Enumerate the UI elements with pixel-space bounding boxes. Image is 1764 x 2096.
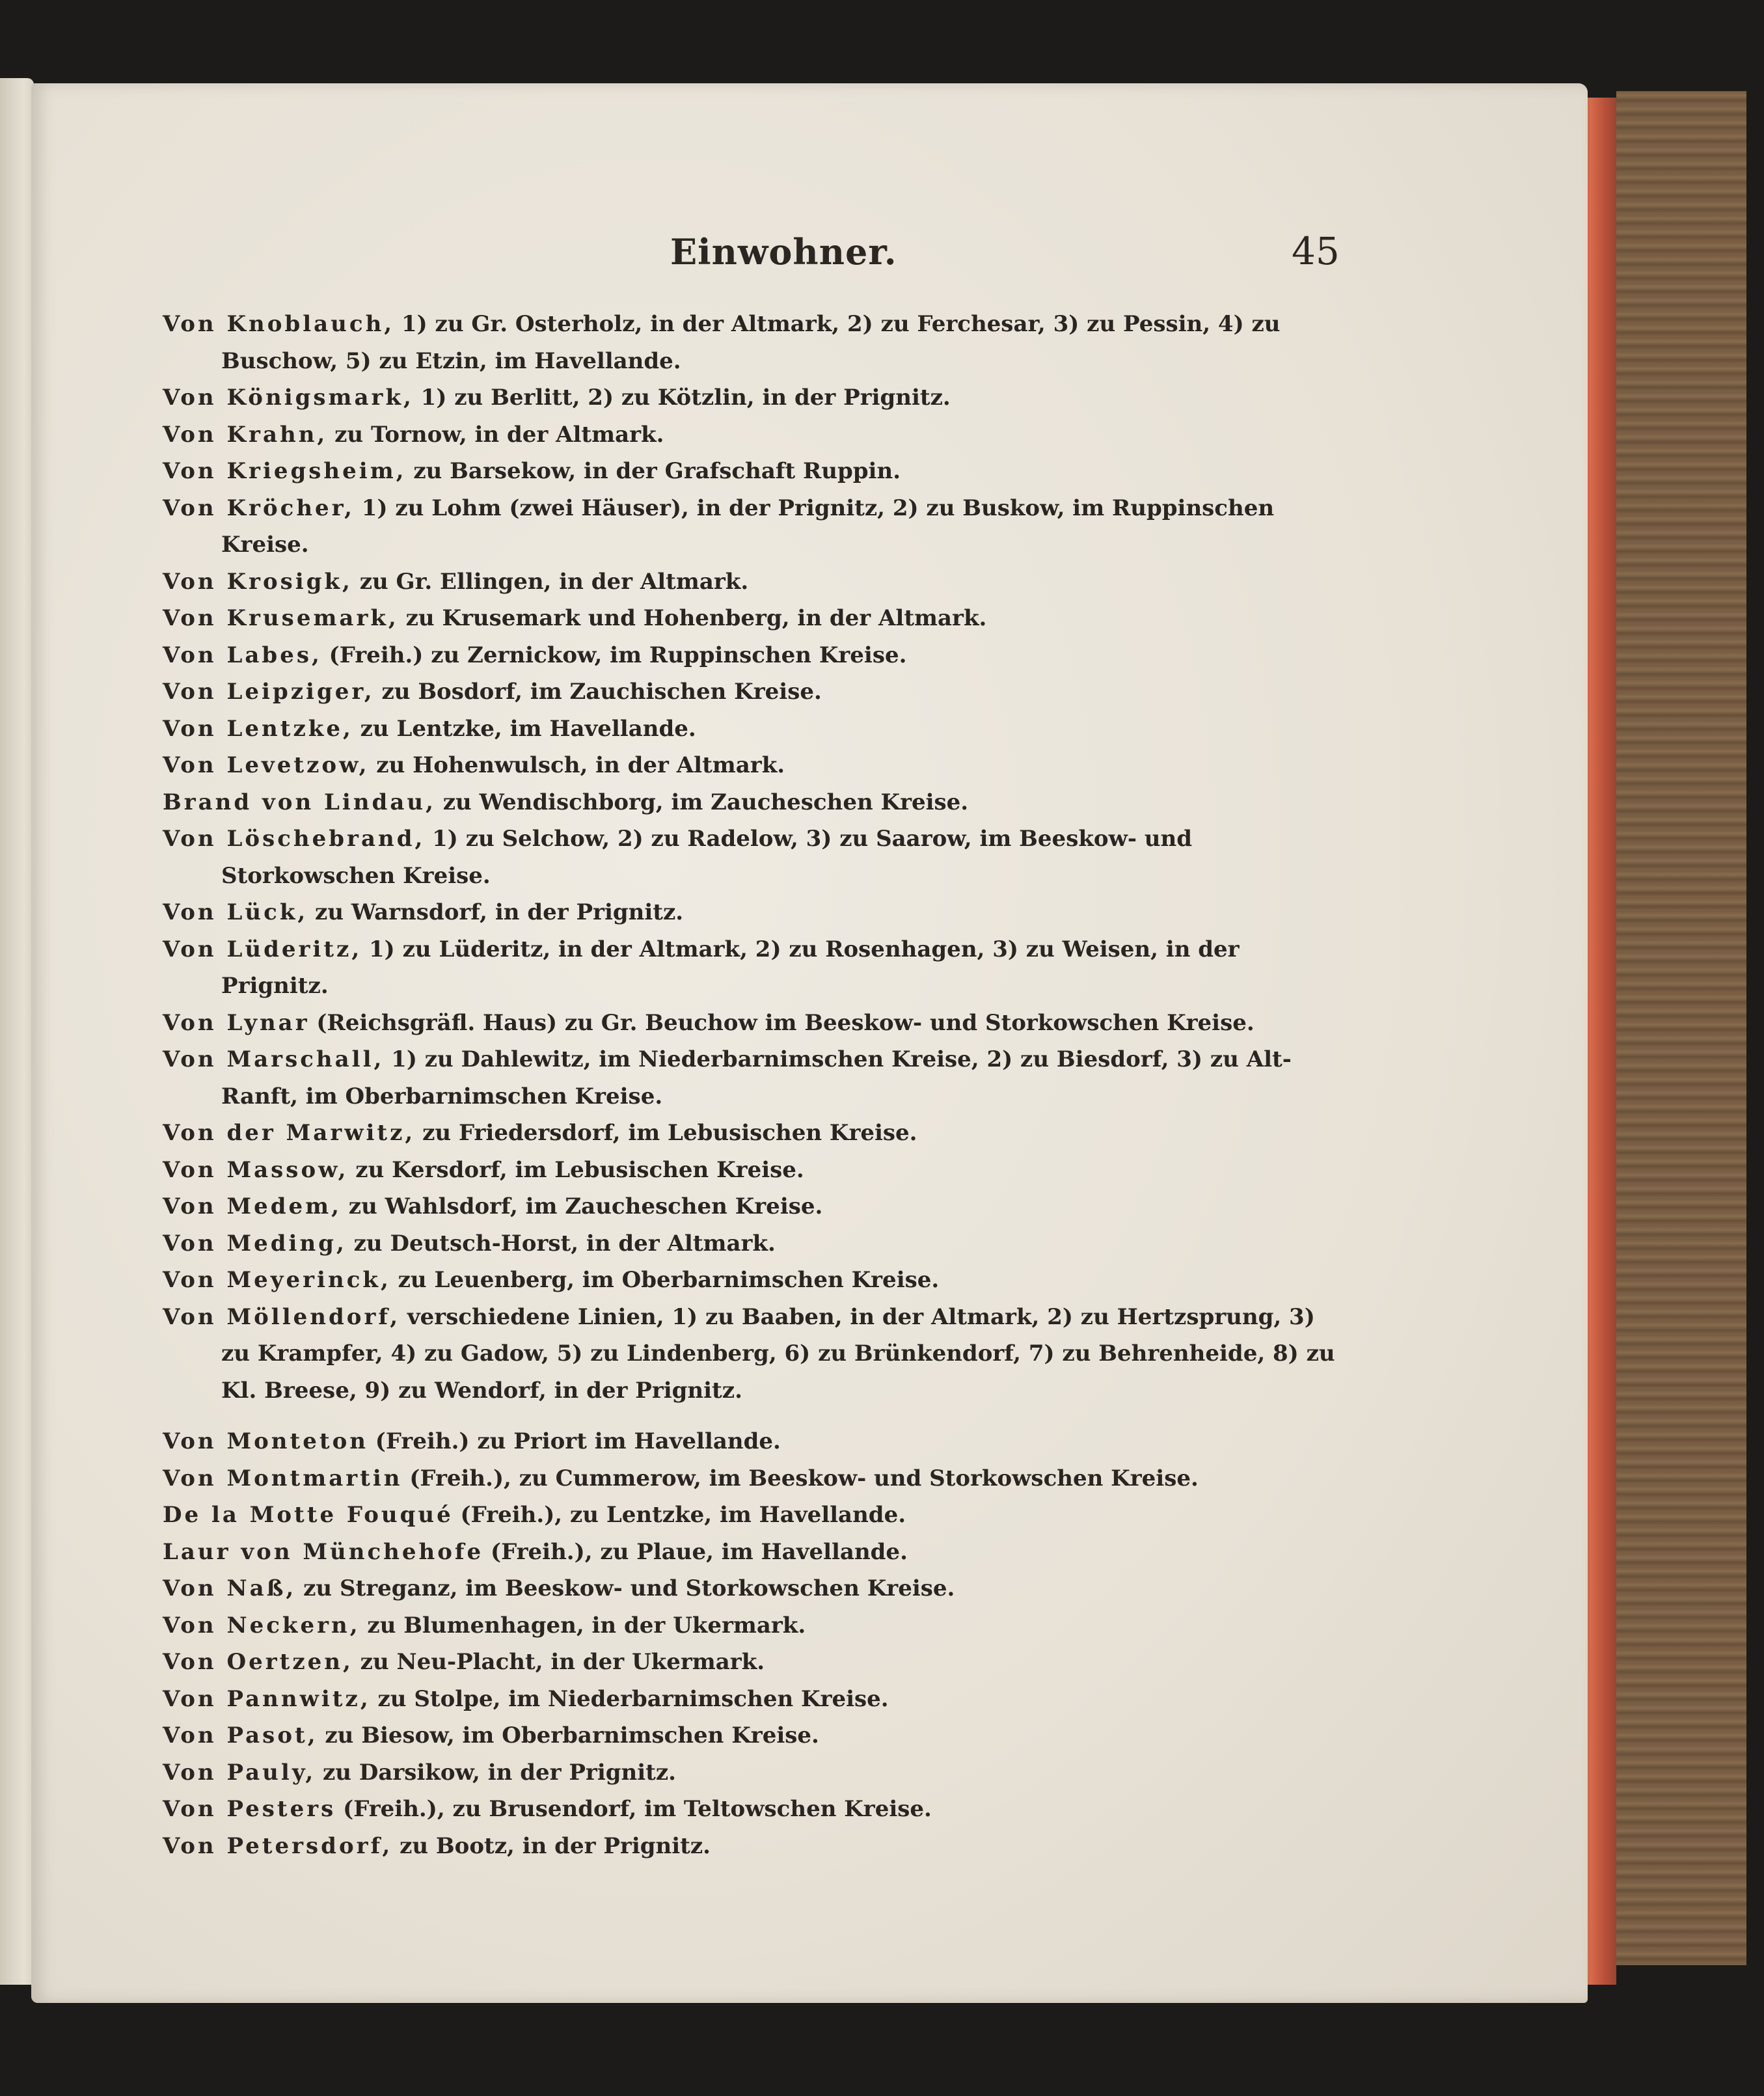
entry-meyerinck (163, 1262, 1340, 1299)
entry-family: Brand von Lindau, (163, 789, 436, 815)
entry-krahn (163, 416, 1340, 454)
entry-family: Von Knoblauch, (163, 311, 395, 337)
entry-kroecher (163, 490, 1340, 564)
book-cover-edge (1616, 91, 1746, 1965)
entry-family: Von Pauly, (163, 1759, 316, 1786)
page-number: 45 (1292, 229, 1340, 273)
entry-family: Von Königsmark, (163, 385, 414, 411)
entry-family: Von Leipziger, (163, 679, 375, 705)
entry-lindau (163, 784, 1340, 821)
entry-family: Von Marschall, (163, 1046, 385, 1072)
entry-pannwitz (163, 1681, 1340, 1718)
entry-details: (Freih.), zu Brusendorf, im Teltowschen Kreise. (343, 1796, 932, 1822)
entry-petersdorf (163, 1828, 1340, 1865)
entry-family: Von Möllendorf, (163, 1303, 401, 1330)
entry-details: 1) zu Lohm (zwei Häuser), in der Prignitz, 2) zu Buskow, im Ruppinschen Kreise. (221, 495, 1275, 558)
entry-family: Von Oertzen, (163, 1649, 353, 1675)
entry-family: Von Krusemark, (163, 605, 399, 631)
entry-knoblauch (163, 306, 1340, 379)
entry-montmartin (163, 1460, 1340, 1497)
entry-leipziger (163, 674, 1340, 711)
entry-details: zu Krusemark und Hohenberg, in der Altmark. (405, 605, 987, 631)
entry-details: 1) zu Selchow, 2) zu Radelow, 3) zu Saarow, im Beeskow- und Storkowschen Kreise. (221, 826, 1192, 889)
entry-family: Von Meding, (163, 1230, 347, 1257)
entry-monteton (163, 1423, 1340, 1460)
entry-lentzke (163, 711, 1340, 748)
entry-family: Von Löschebrand, (163, 826, 426, 852)
entry-details: zu Friedersdorf, im Lebusischen Kreise. (422, 1120, 917, 1146)
entry-family: Von Kröcher, (163, 495, 355, 521)
entry-details: zu Blumenhagen, in der Ukermark. (367, 1612, 806, 1639)
entry-family: Von Meyerinck, (163, 1267, 391, 1293)
entry-family: Von Krosigk, (163, 568, 353, 595)
entry-details: zu Lentzke, im Havellande. (360, 715, 696, 742)
entry-details: zu Neu-Placht, in der Ukermark. (360, 1649, 765, 1675)
entry-details: zu Deutsch-Horst, in der Altmark. (353, 1230, 776, 1257)
entry-family: Von Medem, (163, 1193, 342, 1219)
entry-family: Von Petersdorf, (163, 1832, 393, 1859)
entry-family: Von Naß, (163, 1575, 297, 1601)
entry-family: Von Krahn, (163, 421, 328, 448)
entry-krusemark (163, 600, 1340, 637)
entry-details: zu Wahlsdorf, im Zaucheschen Kreise. (348, 1193, 823, 1219)
entry-lynar (163, 1005, 1340, 1042)
entry-family: De la Motte Fouqué (163, 1502, 454, 1528)
entry-krosigk (163, 564, 1340, 601)
entry-details: 1) zu Gr. Osterholz, in der Altmark, 2) zu Ferchesar, 3) zu Pessin, 4) zu Buschow, 5) zu Etzin, im Havellande. (221, 311, 1281, 374)
entry-details: zu Bosdorf, im Zauchischen Kreise. (381, 679, 822, 705)
entry-details: 1) zu Dahlewitz, im Niederbarnimschen Kreise, 2) zu Biesdorf, 3) zu Alt-Ranft, im Oberbarnimschen Kreise. (221, 1046, 1292, 1109)
entry-medem (163, 1188, 1340, 1225)
entry-details: zu Hohenwulsch, in der Altmark. (376, 752, 785, 778)
entry-family: Von Pesters (163, 1796, 336, 1822)
entry-details: zu Tornow, in der Altmark. (334, 421, 664, 448)
entry-details: zu Barsekow, in der Grafschaft Ruppin. (413, 458, 901, 484)
entry-family: Von Neckern, (163, 1612, 360, 1639)
entry-moellendorf (163, 1299, 1340, 1409)
entry-details: zu Biesow, im Oberbarnimschen Kreise. (325, 1722, 819, 1749)
entry-details: zu Kersdorf, im Lebusischen Kreise. (355, 1156, 804, 1183)
entry-neckern (163, 1607, 1340, 1644)
entry-details: zu Gr. Ellingen, in der Altmark. (359, 568, 749, 595)
entry-details: zu Stolpe, im Niederbarnimschen Kreise. (377, 1685, 889, 1712)
entry-pesters (163, 1791, 1340, 1828)
entry-lueck (163, 894, 1340, 931)
entry-details: verschiedene Linien, 1) zu Baaben, in der Altmark, 2) zu Hertzsprung, 3) zu Krampfer, 4) zu Gadow, 5) zu Lindenberg, 6) zu Brünkendorf, 7) zu Behrenheide, 8) zu Kl. Breese, 9) zu Wendorf, in der Prignitz. (221, 1303, 1335, 1404)
entry-motte-fouque (163, 1497, 1340, 1534)
entry-massow (163, 1152, 1340, 1189)
entry-family: Von Massow, (163, 1156, 349, 1183)
entry-details: zu Warnsdorf, in der Prignitz. (315, 899, 684, 925)
entry-luederitz (163, 931, 1340, 1005)
entry-details: (Freih.) zu Priort im Havellande. (375, 1428, 781, 1454)
entry-details: zu Leuenberg, im Oberbarnimschen Kreise. (398, 1267, 940, 1293)
entry-muenchehofe (163, 1534, 1340, 1571)
entry-kriegsheim (163, 453, 1340, 490)
facing-page-edge (0, 78, 34, 1985)
entry-family: Von Monteton (163, 1428, 368, 1454)
entry-details: zu Bootz, in der Prignitz. (400, 1832, 711, 1859)
entry-meding (163, 1225, 1340, 1262)
entry-details: (Freih.), zu Lentzke, im Havellande. (460, 1502, 906, 1528)
entry-levetzow (163, 747, 1340, 784)
entry-oertzen (163, 1644, 1340, 1681)
entry-details: (Freih.), zu Cummerow, im Beeskow- und Storkowschen Kreise. (409, 1465, 1199, 1491)
entry-family: Von Labes, (163, 642, 322, 668)
entry-family: Von der Marwitz, (163, 1120, 416, 1146)
entry-loeschebrand (163, 821, 1340, 894)
entry-details: zu Streganz, im Beeskow- und Storkowschen Kreise. (303, 1575, 955, 1601)
entry-family: Von Pasot, (163, 1722, 318, 1749)
entry-family: Von Lüderitz, (163, 936, 362, 962)
entry-marwitz (163, 1115, 1340, 1152)
entry-details: (Freih.), zu Plaue, im Havellande. (491, 1538, 908, 1565)
entry-family: Von Lynar (163, 1009, 310, 1036)
entry-details: (Freih.) zu Zernickow, im Ruppinschen Kreise. (329, 642, 907, 668)
entry-family: Von Lück, (163, 899, 308, 925)
entry-pauly (163, 1754, 1340, 1791)
entry-family: Von Kriegsheim, (163, 458, 407, 484)
entry-pasot (163, 1717, 1340, 1754)
entry-labes (163, 637, 1340, 674)
entry-koenigsmark (163, 379, 1340, 416)
entry-details: 1) zu Berlitt, 2) zu Kötzlin, in der Prignitz. (420, 385, 951, 411)
entry-family: Von Lentzke, (163, 715, 353, 742)
running-head: Einwohner. (670, 231, 897, 273)
entry-details: zu Darsikow, in der Prignitz. (322, 1759, 677, 1786)
entry-marschall (163, 1041, 1340, 1115)
entry-details: (Reichsgräfl. Haus) zu Gr. Beuchow im Beeskow- und Storkowschen Kreise. (316, 1009, 1255, 1036)
entry-family: Von Pannwitz, (163, 1685, 371, 1712)
entry-details: 1) zu Lüderitz, in der Altmark, 2) zu Rosenhagen, 3) zu Weisen, in der Prignitz. (221, 936, 1240, 999)
entry-nass (163, 1570, 1340, 1607)
entry-details: zu Wendischborg, im Zaucheschen Kreise. (442, 789, 969, 815)
entry-family: Von Montmartin (163, 1465, 403, 1491)
entry-family: Von Levetzow, (163, 752, 370, 778)
entry-family: Laur von Münchehofe (163, 1538, 484, 1565)
entry-list (163, 306, 1340, 1864)
